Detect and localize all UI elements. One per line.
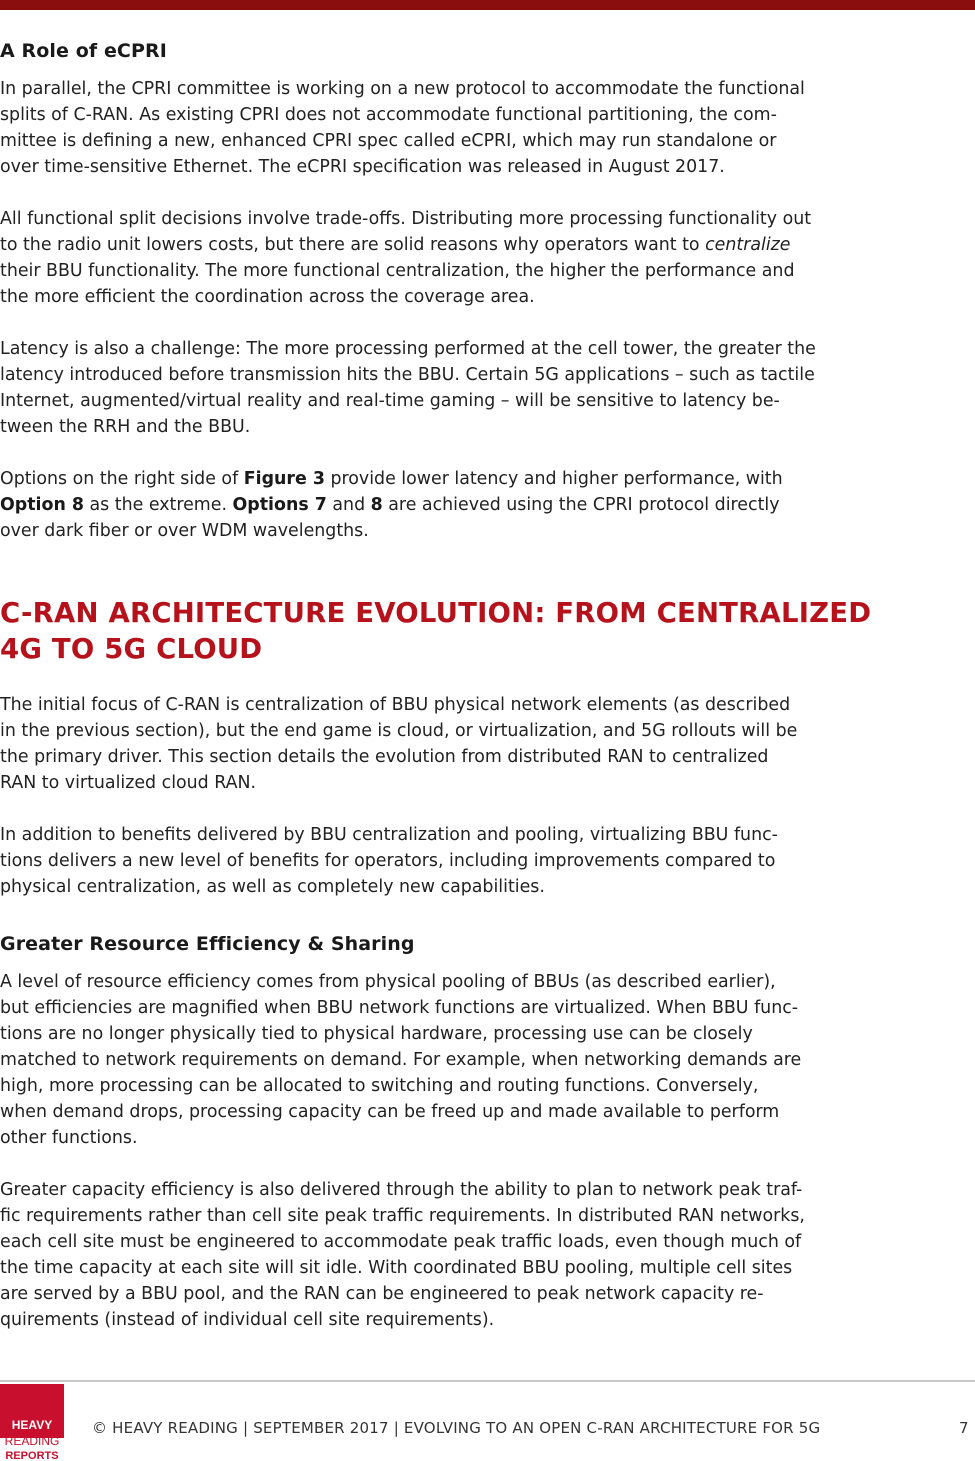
option-8-bold: Option 8: [0, 495, 84, 515]
paragraph-role-4: Options on the right side of Figure 3 provide lower latency and higher performance, with Option 8 as the extreme. Options 7 and 8 are achieved using the CPRI protocol directly over dark fiber or over WDM wavelengths.: [0, 469, 783, 541]
top-accent-bar: [0, 0, 975, 10]
paragraph-greater-1: A level of resource efficiency comes from physical pooling of BBUs (as described earlier), but efficiencies are magnified when BBU network functions are virtualized. When BBU func- tions are no longer physically tied to physical hardware, processing use can be closely matched to network requirements on demand. For example, when networking demands are high, more processing can be allocated to switching and routing functions. Conversely, when demand drops, processing capacity can be freed up and made available to perform other functions.: [0, 972, 802, 1148]
paragraph-role-3: Latency is also a challenge: The more processing performed at the cell tower, the greater the latency introduced before transmission hits the BBU. Certain 5G applications – such as tactile Internet, augmented/virtual reality and real-time gaming – will be sensitive to latency be- tween the RRH and the BBU.: [0, 339, 816, 437]
footer-text: © HEAVY READING | SEPTEMBER 2017 | EVOLVING TO AN OPEN C-RAN ARCHITECTURE FOR 5G: [92, 1419, 821, 1437]
heading-greater-resource-efficiency: Greater Resource Efficiency & Sharing: [0, 933, 415, 955]
option-8-short-bold: 8: [370, 495, 383, 515]
heading-role-of-ecpri: A Role of eCPRI: [0, 40, 167, 62]
paragraph-greater-2: Greater capacity efficiency is also delivered through the ability to plan to network peak traf- fic requirements rather than cell site peak traffic requirements. In distributed RAN networks, each cell site must be engineered to accommodate peak traffic loads, even though much of the time capacity at each site will sit idle. With coordinated BBU pooling, multiple cell sites are served by a BBU pool, and the RAN can be engineered to peak network capacity re- quirements (instead of individual cell site requirements).: [0, 1180, 805, 1330]
emphasis-centralize: centralize: [705, 235, 791, 255]
paragraph-role-2: All functional split decisions involve trade-offs. Distributing more processing functionality out to the radio unit lowers costs, but there are solid reasons why operators want to centralize their BBU functionality. The more functional centralization, the higher the performance and the more efficient the coordination across the coverage area.: [0, 209, 812, 307]
heavy-reading-logo: [0, 1384, 64, 1461]
paragraph-cran-2: In addition to benefits delivered by BBU centralization and pooling, virtualizing BBU func- tions delivers a new level of benefits for operators, including improvements compared to physical centralization, as well as completely new capabilities.: [0, 825, 778, 897]
figure-3-reference: Figure 3: [243, 469, 325, 489]
paragraph-role-1: In parallel, the CPRI committee is working on a new protocol to accommodate the functional splits of C-RAN. As existing CPRI does not accommodate functional partitioning, the com- mittee is defining a new, enhanced CPRI spec called eCPRI, which may run standalone or over time-sensitive Ethernet. The eCPRI specification was released in August 2017.: [0, 79, 805, 177]
logo-text-reports: REPORTS: [5, 1450, 59, 1461]
document-body: [0, 38, 975, 1333]
footer-divider: [0, 1380, 975, 1382]
options-7-bold: Options 7: [232, 495, 327, 515]
logo-text-heavy: HEAVY: [11, 1418, 53, 1432]
heading-cran-evolution: C-RAN ARCHITECTURE EVOLUTION: FROM CENTRALIZED 4G TO 5G CLOUD: [0, 597, 872, 665]
paragraph-cran-1: The initial focus of C-RAN is centralization of BBU physical network elements (as described in the previous section), but the end game is cloud, or virtualization, and 5G rollouts will be the primary driver. This section details the evolution from distributed RAN to centralized RAN to virtualized cloud RAN.: [0, 695, 798, 793]
page-number: 7: [959, 1419, 969, 1437]
logo-text-reading: READING: [4, 1434, 60, 1448]
